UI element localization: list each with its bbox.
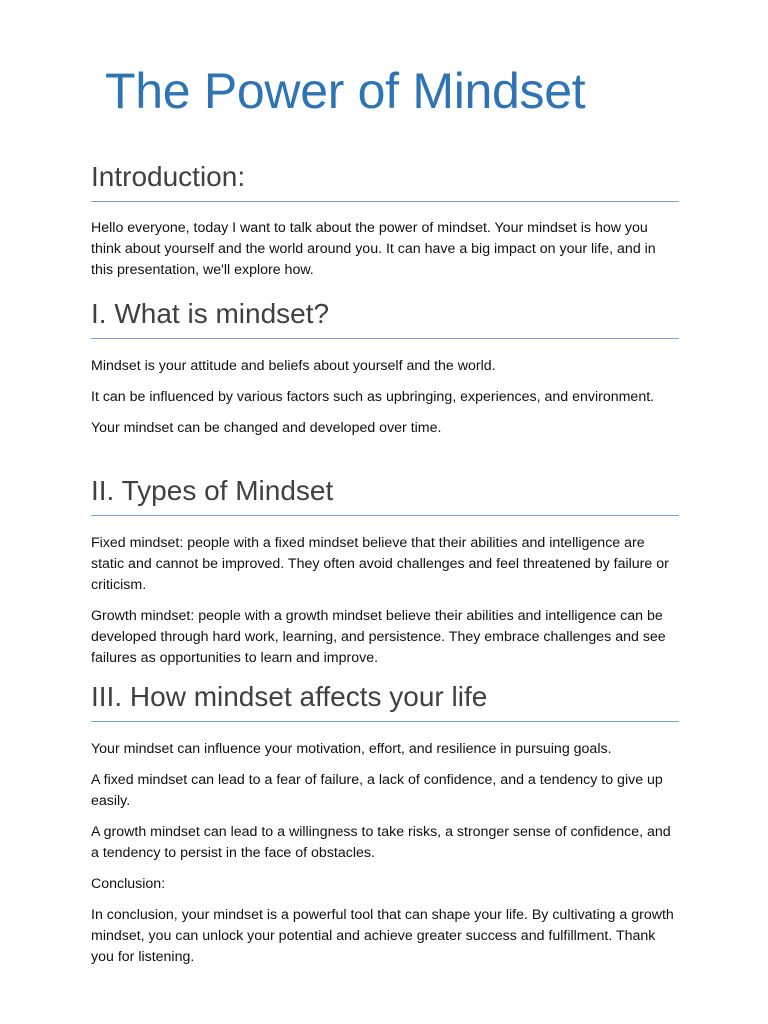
- paragraph: A growth mindset can lead to a willingness to take risks, a stronger sense of confidence, and a tendency to persist in the face of obstacles.: [91, 824, 671, 861]
- paragraph: Growth mindset: people with a growth mindset believe their abilities and intelligence can be developed through hard work, learning, and persistence. They embrace challenges and see failures as opportunities to learn and improve.: [91, 608, 666, 666]
- paragraph: A fixed mindset can lead to a fear of failure, a lack of confidence, and a tendency to give up easily.: [91, 772, 663, 809]
- paragraph: It can be influenced by various factors such as upbringing, experiences, and environment.: [91, 389, 655, 405]
- paragraph: Mindset is your attitude and beliefs about yourself and the world.: [91, 358, 496, 374]
- paragraph: Your mindset can influence your motivation, effort, and resilience in pursuing goals.: [91, 741, 612, 757]
- document-title: The Power of Mindset: [105, 63, 586, 119]
- paragraph: Fixed mindset: people with a fixed mindset believe that their abilities and intelligence are static and cannot be improved. They often avoid challenges and feel threatened by failure or criticism.: [91, 535, 669, 593]
- paragraph: Hello everyone, today I want to talk about the power of mindset. Your mindset is how you think about yourself and the world around you. It can have a big impact on your life, and in this presentation, we'll explore how.: [91, 220, 656, 278]
- section-heading: III. How mindset affects your life: [91, 680, 679, 722]
- section-heading: Introduction:: [91, 160, 679, 202]
- section-heading: II. Types of Mindset: [91, 474, 679, 516]
- section-types-of-mindset: [91, 474, 679, 669]
- section-mindset-effects: [91, 680, 679, 968]
- section-introduction: [91, 160, 679, 281]
- section-heading: I. What is mindset?: [91, 297, 679, 339]
- section-what-is-mindset: [91, 297, 679, 439]
- paragraph: Your mindset can be changed and developed over time.: [91, 420, 442, 436]
- conclusion-label: Conclusion:: [91, 876, 166, 892]
- paragraph: In conclusion, your mindset is a powerful tool that can shape your life. By cultivating a growth mindset, you can unlock your potential and achieve greater success and fulfillment. Thank you for listening.: [91, 907, 674, 965]
